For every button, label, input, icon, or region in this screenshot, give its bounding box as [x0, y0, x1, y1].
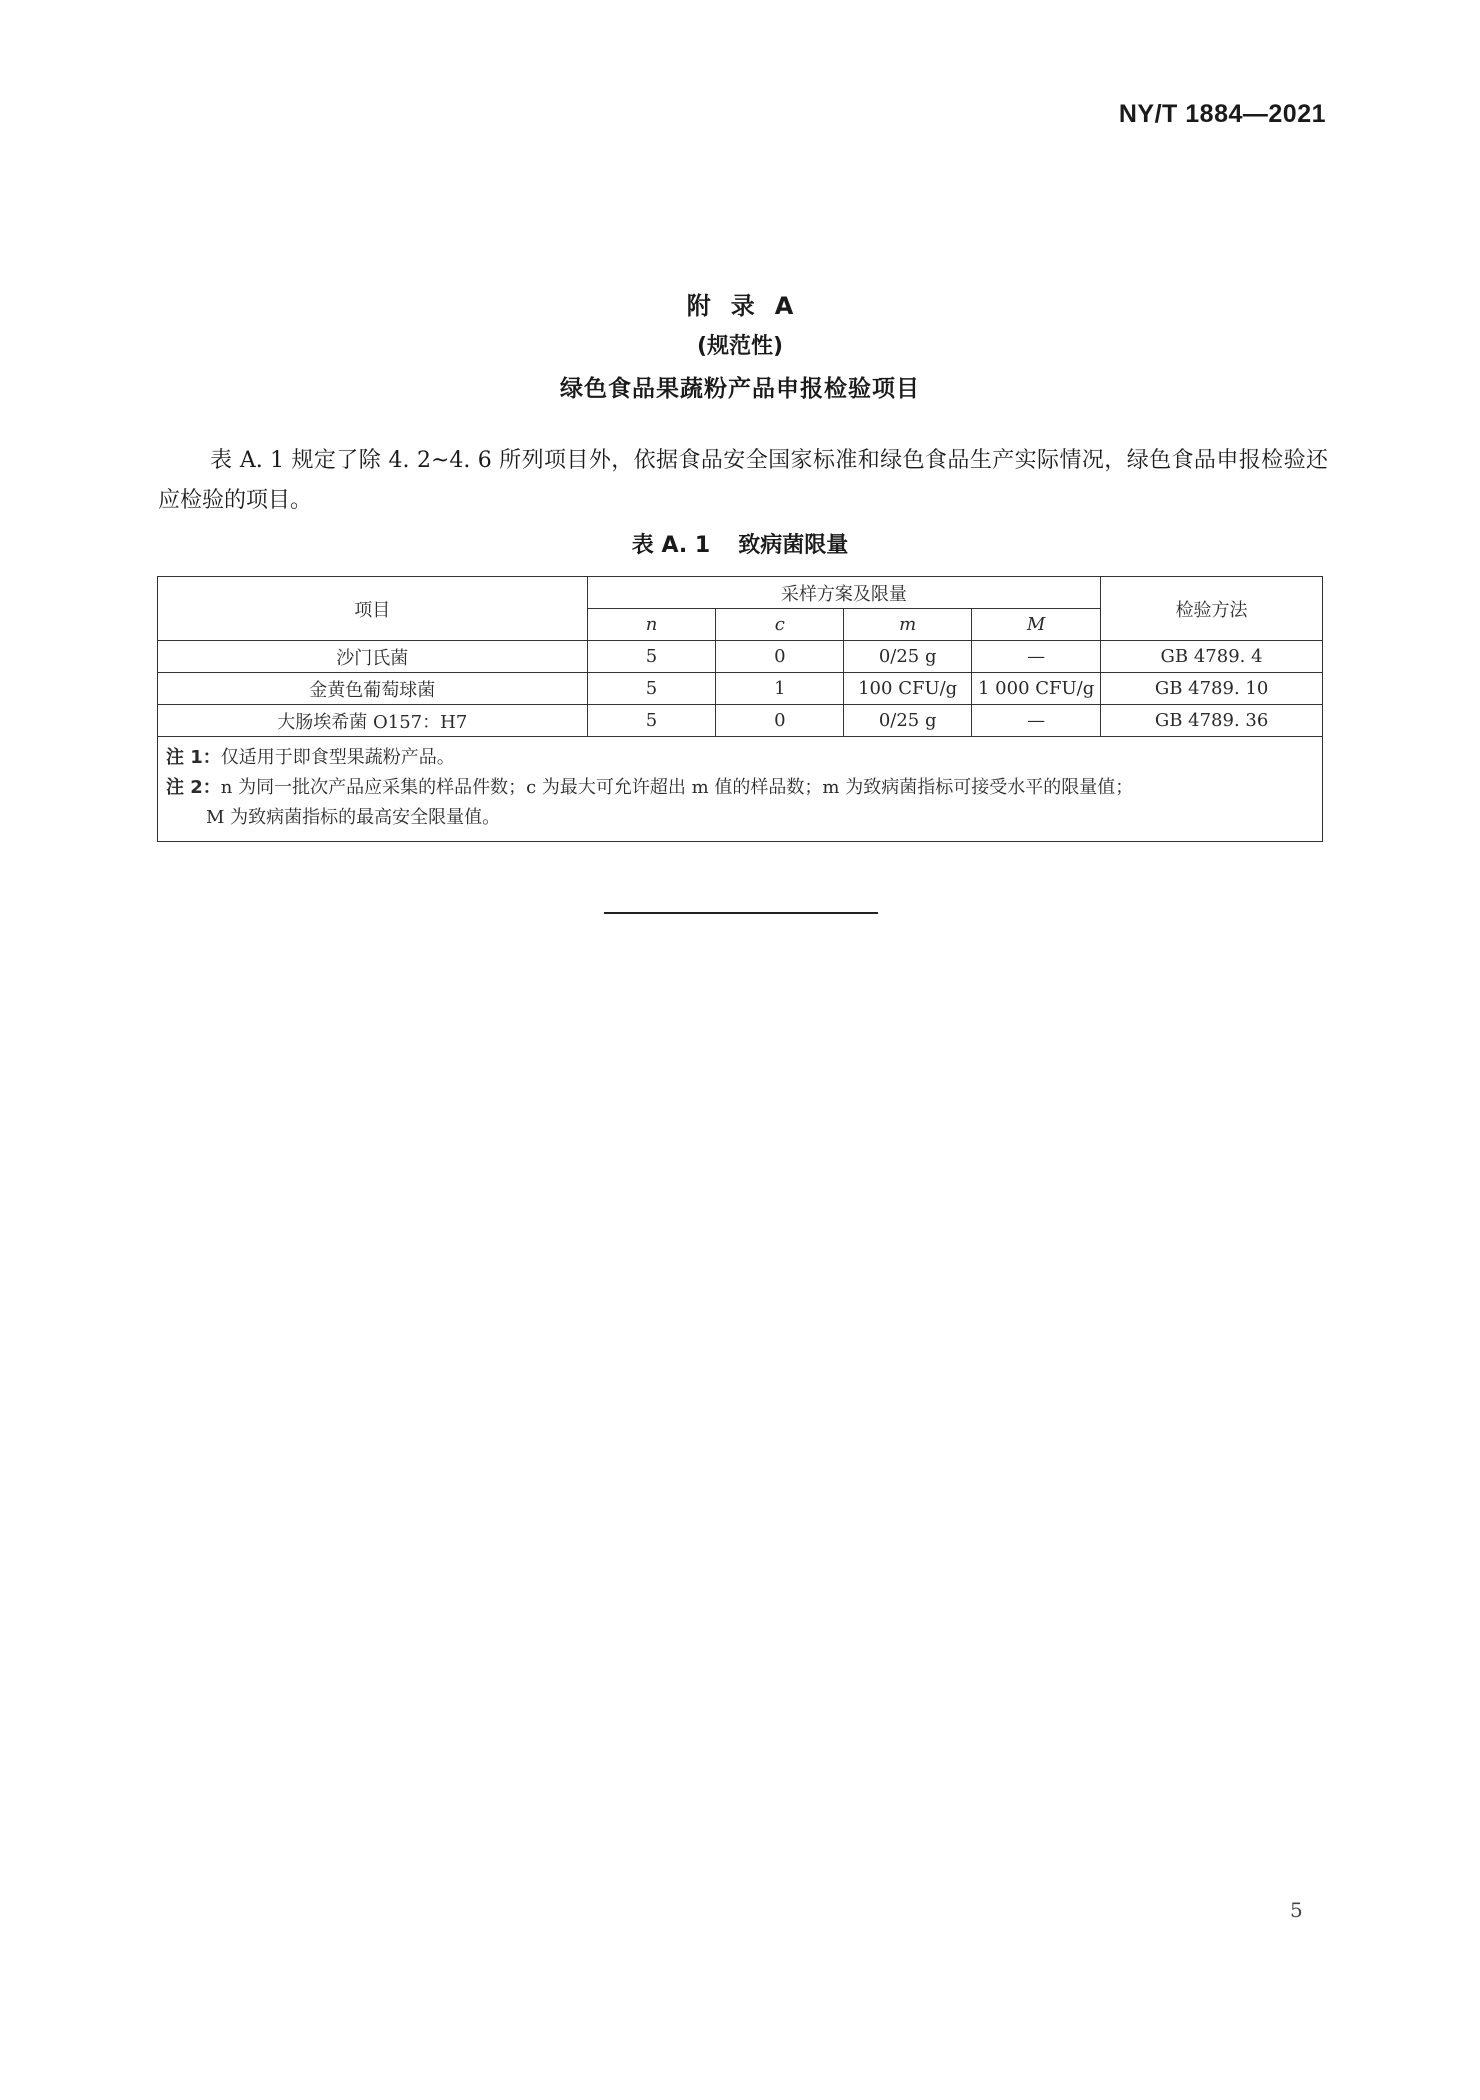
table-caption-title: 致病菌限量: [738, 533, 849, 558]
appendix-subject: 绿色食品果蔬粉产品申报检验项目: [560, 376, 920, 402]
table-header-row: [158, 577, 1323, 609]
appendix-title: [0, 286, 1480, 326]
cell-m-lower: 0/25 g: [844, 705, 972, 737]
appendix-label: 附: [686, 292, 711, 320]
end-of-document-rule: [604, 912, 878, 914]
table-row: [158, 641, 1323, 673]
table-notes-row: [158, 737, 1323, 842]
cell-m-upper: 1 000 CFU/g: [972, 673, 1101, 705]
table-row: [158, 705, 1323, 737]
table-caption: [0, 528, 1480, 559]
note-2: [166, 773, 1314, 803]
cell-m-upper: —: [972, 641, 1101, 673]
header-item: 项目: [158, 577, 588, 641]
standard-code: NY/T 1884—2021: [1118, 100, 1326, 128]
note-2-text: n 为同一批次产品应采集的样品件数；c 为最大可允许超出 m 值的样品数；m 为致病菌指标可接受水平的限量值；: [220, 777, 1134, 798]
cell-method: GB 4789. 4: [1101, 641, 1323, 673]
cell-m-lower: 0/25 g: [844, 641, 972, 673]
appendix-type: (规范性): [696, 334, 784, 359]
cell-n: 5: [587, 673, 716, 705]
table-caption-number: 表 A. 1: [631, 533, 711, 558]
header-m-lower: m: [844, 609, 972, 641]
page-number: 5: [1290, 1898, 1303, 1922]
cell-n: 5: [587, 705, 716, 737]
cell-c: 0: [716, 705, 844, 737]
note-1-label: 注 1：: [166, 747, 221, 768]
note-1-text: 仅适用于即食型果蔬粉产品。: [220, 747, 455, 768]
header-sampling-plan: 采样方案及限量: [587, 577, 1101, 609]
header-n: n: [587, 609, 716, 641]
header-m-upper: M: [972, 609, 1101, 641]
table-row: [158, 673, 1323, 705]
note-2-label: 注 2：: [166, 777, 221, 798]
note-2-continuation: M 为致病菌指标的最高安全限量值。: [206, 807, 501, 828]
body-paragraph: 表 A. 1 规定了除 4. 2~4. 6 所列项目外，依据食品安全国家标准和绿色食品生产实际情况，绿色食品申报检验还应检验的项目。: [158, 448, 1328, 513]
cell-method: GB 4789. 36: [1101, 705, 1323, 737]
note-1: [166, 743, 1314, 773]
cell-method: GB 4789. 10: [1101, 673, 1323, 705]
pathogen-limits-table: [157, 576, 1323, 842]
table-notes: [158, 737, 1323, 842]
cell-item: 大肠埃希菌 O157：H7: [158, 705, 588, 737]
cell-n: 5: [587, 641, 716, 673]
cell-m-upper: —: [972, 705, 1101, 737]
header-c: c: [716, 609, 844, 641]
cell-c: 1: [716, 673, 844, 705]
cell-item: 金黄色葡萄球菌: [158, 673, 588, 705]
header-method: 检验方法: [1101, 577, 1323, 641]
cell-c: 0: [716, 641, 844, 673]
appendix-label-2: 录: [730, 292, 755, 320]
appendix-letter: A: [774, 292, 794, 320]
cell-m-lower: 100 CFU/g: [844, 673, 972, 705]
cell-item: 沙门氏菌: [158, 641, 588, 673]
appendix-heading: [0, 286, 1480, 410]
